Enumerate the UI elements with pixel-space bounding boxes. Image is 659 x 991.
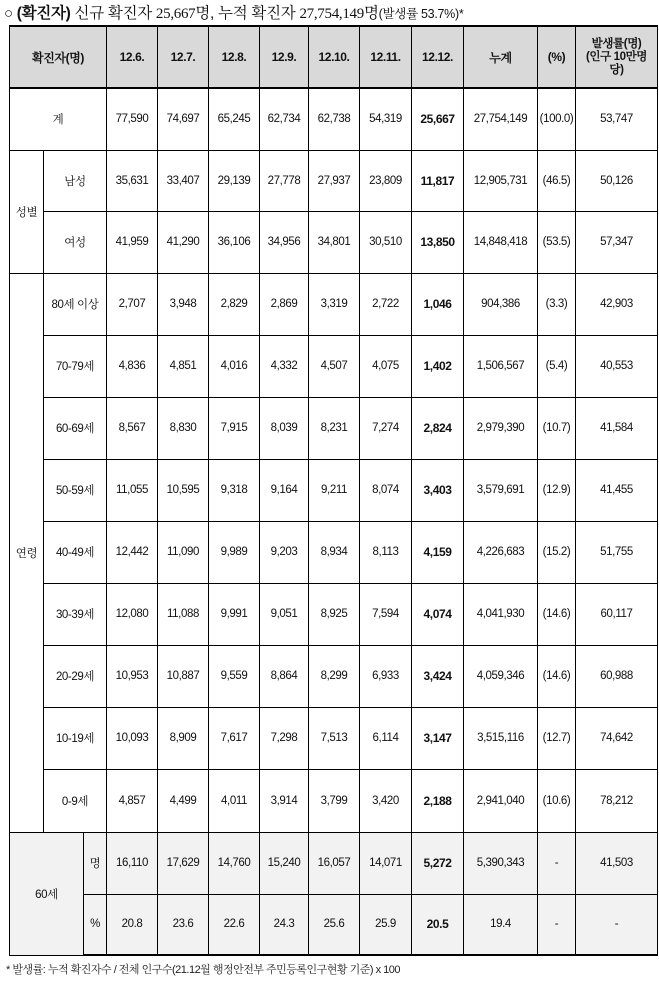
rate-cell: 41,455 xyxy=(576,459,658,521)
age-row xyxy=(10,397,658,459)
over60-row xyxy=(10,894,658,955)
value-cell: 4,851 xyxy=(158,335,209,397)
pct-cell: (14.6) xyxy=(538,583,576,645)
value-cell: 20.8 xyxy=(107,894,158,955)
pct-cell: (46.5) xyxy=(538,150,576,211)
value-cell: 9,559 xyxy=(209,645,260,707)
rate-cell: 41,503 xyxy=(576,832,658,894)
row-label: 70-79세 xyxy=(44,335,107,397)
value-cell: 14,760 xyxy=(209,832,260,894)
value-cell: 2,869 xyxy=(260,273,309,335)
value-cell: 4,011 xyxy=(209,769,260,832)
value-cell: 9,318 xyxy=(209,459,260,521)
rate-cell: 74,642 xyxy=(576,707,658,769)
value-cell: 22.6 xyxy=(209,894,260,955)
value-cell: 11,090 xyxy=(158,521,209,583)
pct-cell: (14.6) xyxy=(538,645,576,707)
value-cell: 4,016 xyxy=(209,335,260,397)
age-row xyxy=(10,335,658,397)
row-label: 30-39세 xyxy=(44,583,107,645)
value-cell: 8,909 xyxy=(158,707,209,769)
date-header: 12.8. xyxy=(209,26,260,88)
value-cell: 16,057 xyxy=(309,832,360,894)
rate-cell: 51,755 xyxy=(576,521,658,583)
cum-cell: 1,506,567 xyxy=(464,335,538,397)
cum-cell: 3,579,691 xyxy=(464,459,538,521)
cum-cell: 2,941,040 xyxy=(464,769,538,832)
age-row xyxy=(10,645,658,707)
value-cell: 10,887 xyxy=(158,645,209,707)
value-cell: 2,722 xyxy=(360,273,412,335)
pct-cell: (5.4) xyxy=(538,335,576,397)
rate-cell: 40,553 xyxy=(576,335,658,397)
value-cell: 25.6 xyxy=(309,894,360,955)
headline-text-2: 명, 누적 확진자 xyxy=(195,5,300,22)
value-cell: 29,139 xyxy=(209,150,260,211)
date-header: 12.6. xyxy=(107,26,158,88)
value-cell: 4,499 xyxy=(158,769,209,832)
value-cell: 34,956 xyxy=(260,211,309,273)
value-cell: 6,114 xyxy=(360,707,412,769)
value-cell: 77,590 xyxy=(107,88,158,150)
value-cell: 11,088 xyxy=(158,583,209,645)
value-cell: 54,319 xyxy=(360,88,412,150)
value-cell: 14,071 xyxy=(360,832,412,894)
value-cell: 62,738 xyxy=(309,88,360,150)
row-label: 계 xyxy=(10,88,107,150)
cases-table xyxy=(9,25,658,956)
cum-cell: 5,390,343 xyxy=(464,832,538,894)
row-label: 여성 xyxy=(44,211,107,273)
value-cell: 9,991 xyxy=(209,583,260,645)
age-row xyxy=(10,583,658,645)
value-cell: 8,925 xyxy=(309,583,360,645)
value-cell: 33,407 xyxy=(158,150,209,211)
value-cell: 4,332 xyxy=(260,335,309,397)
value-cell: 7,915 xyxy=(209,397,260,459)
value-cell: 8,299 xyxy=(309,645,360,707)
rate-cell: 57,347 xyxy=(576,211,658,273)
value-cell: 23.6 xyxy=(158,894,209,955)
pct-cell: (12.9) xyxy=(538,459,576,521)
value-cell: 3,799 xyxy=(309,769,360,832)
cum-cell: 4,226,683 xyxy=(464,521,538,583)
row-label: 60-69세 xyxy=(44,397,107,459)
value-cell: 9,051 xyxy=(260,583,309,645)
row-label: 남성 xyxy=(44,150,107,211)
cum-cell: 4,041,930 xyxy=(464,583,538,645)
cum-cell: 14,848,418 xyxy=(464,211,538,273)
value-cell: 7,274 xyxy=(360,397,412,459)
age-row xyxy=(10,273,658,335)
value-cell: 25,667 xyxy=(412,88,464,150)
value-cell: 4,857 xyxy=(107,769,158,832)
cum-cell: 2,979,390 xyxy=(464,397,538,459)
value-cell: 20.5 xyxy=(412,894,464,955)
value-cell: 11,055 xyxy=(107,459,158,521)
value-cell: 25.9 xyxy=(360,894,412,955)
value-cell: 3,403 xyxy=(412,459,464,521)
value-cell: 2,829 xyxy=(209,273,260,335)
value-cell: 2,824 xyxy=(412,397,464,459)
cum-cell: 12,905,731 xyxy=(464,150,538,211)
cum-cell: 4,059,346 xyxy=(464,645,538,707)
pct-cell: (53.5) xyxy=(538,211,576,273)
pct-cell: (10.7) xyxy=(538,397,576,459)
value-cell: 15,240 xyxy=(260,832,309,894)
cum-cell: 904,386 xyxy=(464,273,538,335)
date-header: 12.7. xyxy=(158,26,209,88)
rate-cell: 53,747 xyxy=(576,88,658,150)
value-cell: 9,203 xyxy=(260,521,309,583)
value-cell: 24.3 xyxy=(260,894,309,955)
row-label: 20-29세 xyxy=(44,645,107,707)
group-label: 60세 xyxy=(10,832,84,955)
group-label: 성별 xyxy=(10,150,44,273)
rate-cell: 42,903 xyxy=(576,273,658,335)
value-cell: 1,402 xyxy=(412,335,464,397)
headline-text-3: 명 xyxy=(363,5,379,22)
value-cell: 3,319 xyxy=(309,273,360,335)
value-cell: 9,989 xyxy=(209,521,260,583)
value-cell: 30,510 xyxy=(360,211,412,273)
value-cell: 2,707 xyxy=(107,273,158,335)
value-cell: 41,959 xyxy=(107,211,158,273)
value-cell: 10,953 xyxy=(107,645,158,707)
value-cell: 6,933 xyxy=(360,645,412,707)
value-cell: 4,507 xyxy=(309,335,360,397)
value-cell: 9,164 xyxy=(260,459,309,521)
age-row xyxy=(10,707,658,769)
value-cell: 65,245 xyxy=(209,88,260,150)
value-cell: 8,231 xyxy=(309,397,360,459)
sex-row xyxy=(10,150,658,211)
value-cell: 13,850 xyxy=(412,211,464,273)
value-cell: 62,734 xyxy=(260,88,309,150)
row-label: 0-9세 xyxy=(44,769,107,832)
value-cell: 8,934 xyxy=(309,521,360,583)
value-cell: 7,513 xyxy=(309,707,360,769)
value-cell: 34,801 xyxy=(309,211,360,273)
value-cell: 4,159 xyxy=(412,521,464,583)
corner-header: 확진자(명) xyxy=(10,26,107,88)
row-label: 10-19세 xyxy=(44,707,107,769)
rate-cell: 60,117 xyxy=(576,583,658,645)
value-cell: 5,272 xyxy=(412,832,464,894)
group-label: 연령 xyxy=(10,273,44,832)
unit-cell: 명 xyxy=(84,832,107,894)
value-cell: 8,830 xyxy=(158,397,209,459)
value-cell: 23,809 xyxy=(360,150,412,211)
value-cell: 3,147 xyxy=(412,707,464,769)
value-cell: 8,039 xyxy=(260,397,309,459)
value-cell: 12,442 xyxy=(107,521,158,583)
rate-cell: 41,584 xyxy=(576,397,658,459)
date-header: 12.9. xyxy=(260,26,309,88)
value-cell: 4,074 xyxy=(412,583,464,645)
value-cell: 8,864 xyxy=(260,645,309,707)
rate-cell: 50,126 xyxy=(576,150,658,211)
value-cell: 2,188 xyxy=(412,769,464,832)
total-row xyxy=(10,88,658,150)
row-label: 80세 이상 xyxy=(44,273,107,335)
circle-bullet-icon: ○ xyxy=(4,5,13,22)
value-cell: 3,948 xyxy=(158,273,209,335)
cum-cell: 3,515,116 xyxy=(464,707,538,769)
age-row xyxy=(10,459,658,521)
value-cell: 74,697 xyxy=(158,88,209,150)
rate-header-line: (인구 10만명 xyxy=(585,50,648,63)
pct-header: (%) xyxy=(538,26,576,88)
row-label: 40-49세 xyxy=(44,521,107,583)
value-cell: 8,567 xyxy=(107,397,158,459)
value-cell: 41,290 xyxy=(158,211,209,273)
date-header: 12.12. xyxy=(412,26,464,88)
row-label: 50-59세 xyxy=(44,459,107,521)
value-cell: 3,424 xyxy=(412,645,464,707)
value-cell: 8,074 xyxy=(360,459,412,521)
rate-header-line: 발생률(명) xyxy=(591,37,642,50)
value-cell: 4,836 xyxy=(107,335,158,397)
value-cell: 7,617 xyxy=(209,707,260,769)
date-header: 12.11. xyxy=(360,26,412,88)
pct-cell: (3.3) xyxy=(538,273,576,335)
pct-cell: - xyxy=(538,894,576,955)
footnote: * 발생률: 누적 확진자수 / 전체 인구수(21.12월 행정안전부 주민등록인구현황 기준) x 100 xyxy=(6,964,400,976)
header-row xyxy=(10,26,658,88)
rate-cell: 78,212 xyxy=(576,769,658,832)
rate-cell: 60,988 xyxy=(576,645,658,707)
headline-text-1: 신규 확진자 xyxy=(70,5,156,22)
value-cell: 7,594 xyxy=(360,583,412,645)
value-cell: 7,298 xyxy=(260,707,309,769)
value-cell: 17,629 xyxy=(158,832,209,894)
cum-cell: 27,754,149 xyxy=(464,88,538,150)
headline-tag: (확진자) xyxy=(16,5,71,22)
pct-cell: (15.2) xyxy=(538,521,576,583)
over60-row xyxy=(10,832,658,894)
pct-cell: (100.0) xyxy=(538,88,576,150)
value-cell: 27,778 xyxy=(260,150,309,211)
headline-total-cases: 27,754,149 xyxy=(299,6,364,22)
value-cell: 3,420 xyxy=(360,769,412,832)
cum-cell: 19.4 xyxy=(464,894,538,955)
date-header: 12.10. xyxy=(309,26,360,88)
value-cell: 36,106 xyxy=(209,211,260,273)
value-cell: 27,937 xyxy=(309,150,360,211)
age-row xyxy=(10,521,658,583)
value-cell: 1,046 xyxy=(412,273,464,335)
value-cell: 16,110 xyxy=(107,832,158,894)
rate-header xyxy=(576,26,658,88)
value-cell: 10,595 xyxy=(158,459,209,521)
pct-cell: (12.7) xyxy=(538,707,576,769)
value-cell: 10,093 xyxy=(107,707,158,769)
value-cell: 4,075 xyxy=(360,335,412,397)
unit-cell: % xyxy=(84,894,107,955)
age-row xyxy=(10,769,658,832)
value-cell: 35,631 xyxy=(107,150,158,211)
cum-header: 누계 xyxy=(464,26,538,88)
rate-header-line: 당) xyxy=(609,63,624,76)
headline-rate-note: (발생률 53.7%)* xyxy=(378,7,464,21)
value-cell: 3,914 xyxy=(260,769,309,832)
rate-cell: - xyxy=(576,894,658,955)
value-cell: 8,113 xyxy=(360,521,412,583)
pct-cell: - xyxy=(538,832,576,894)
sex-row xyxy=(10,211,658,273)
pct-cell: (10.6) xyxy=(538,769,576,832)
value-cell: 11,817 xyxy=(412,150,464,211)
headline-new-cases: 25,667 xyxy=(155,6,196,22)
value-cell: 9,211 xyxy=(309,459,360,521)
headline xyxy=(4,3,659,25)
value-cell: 12,080 xyxy=(107,583,158,645)
